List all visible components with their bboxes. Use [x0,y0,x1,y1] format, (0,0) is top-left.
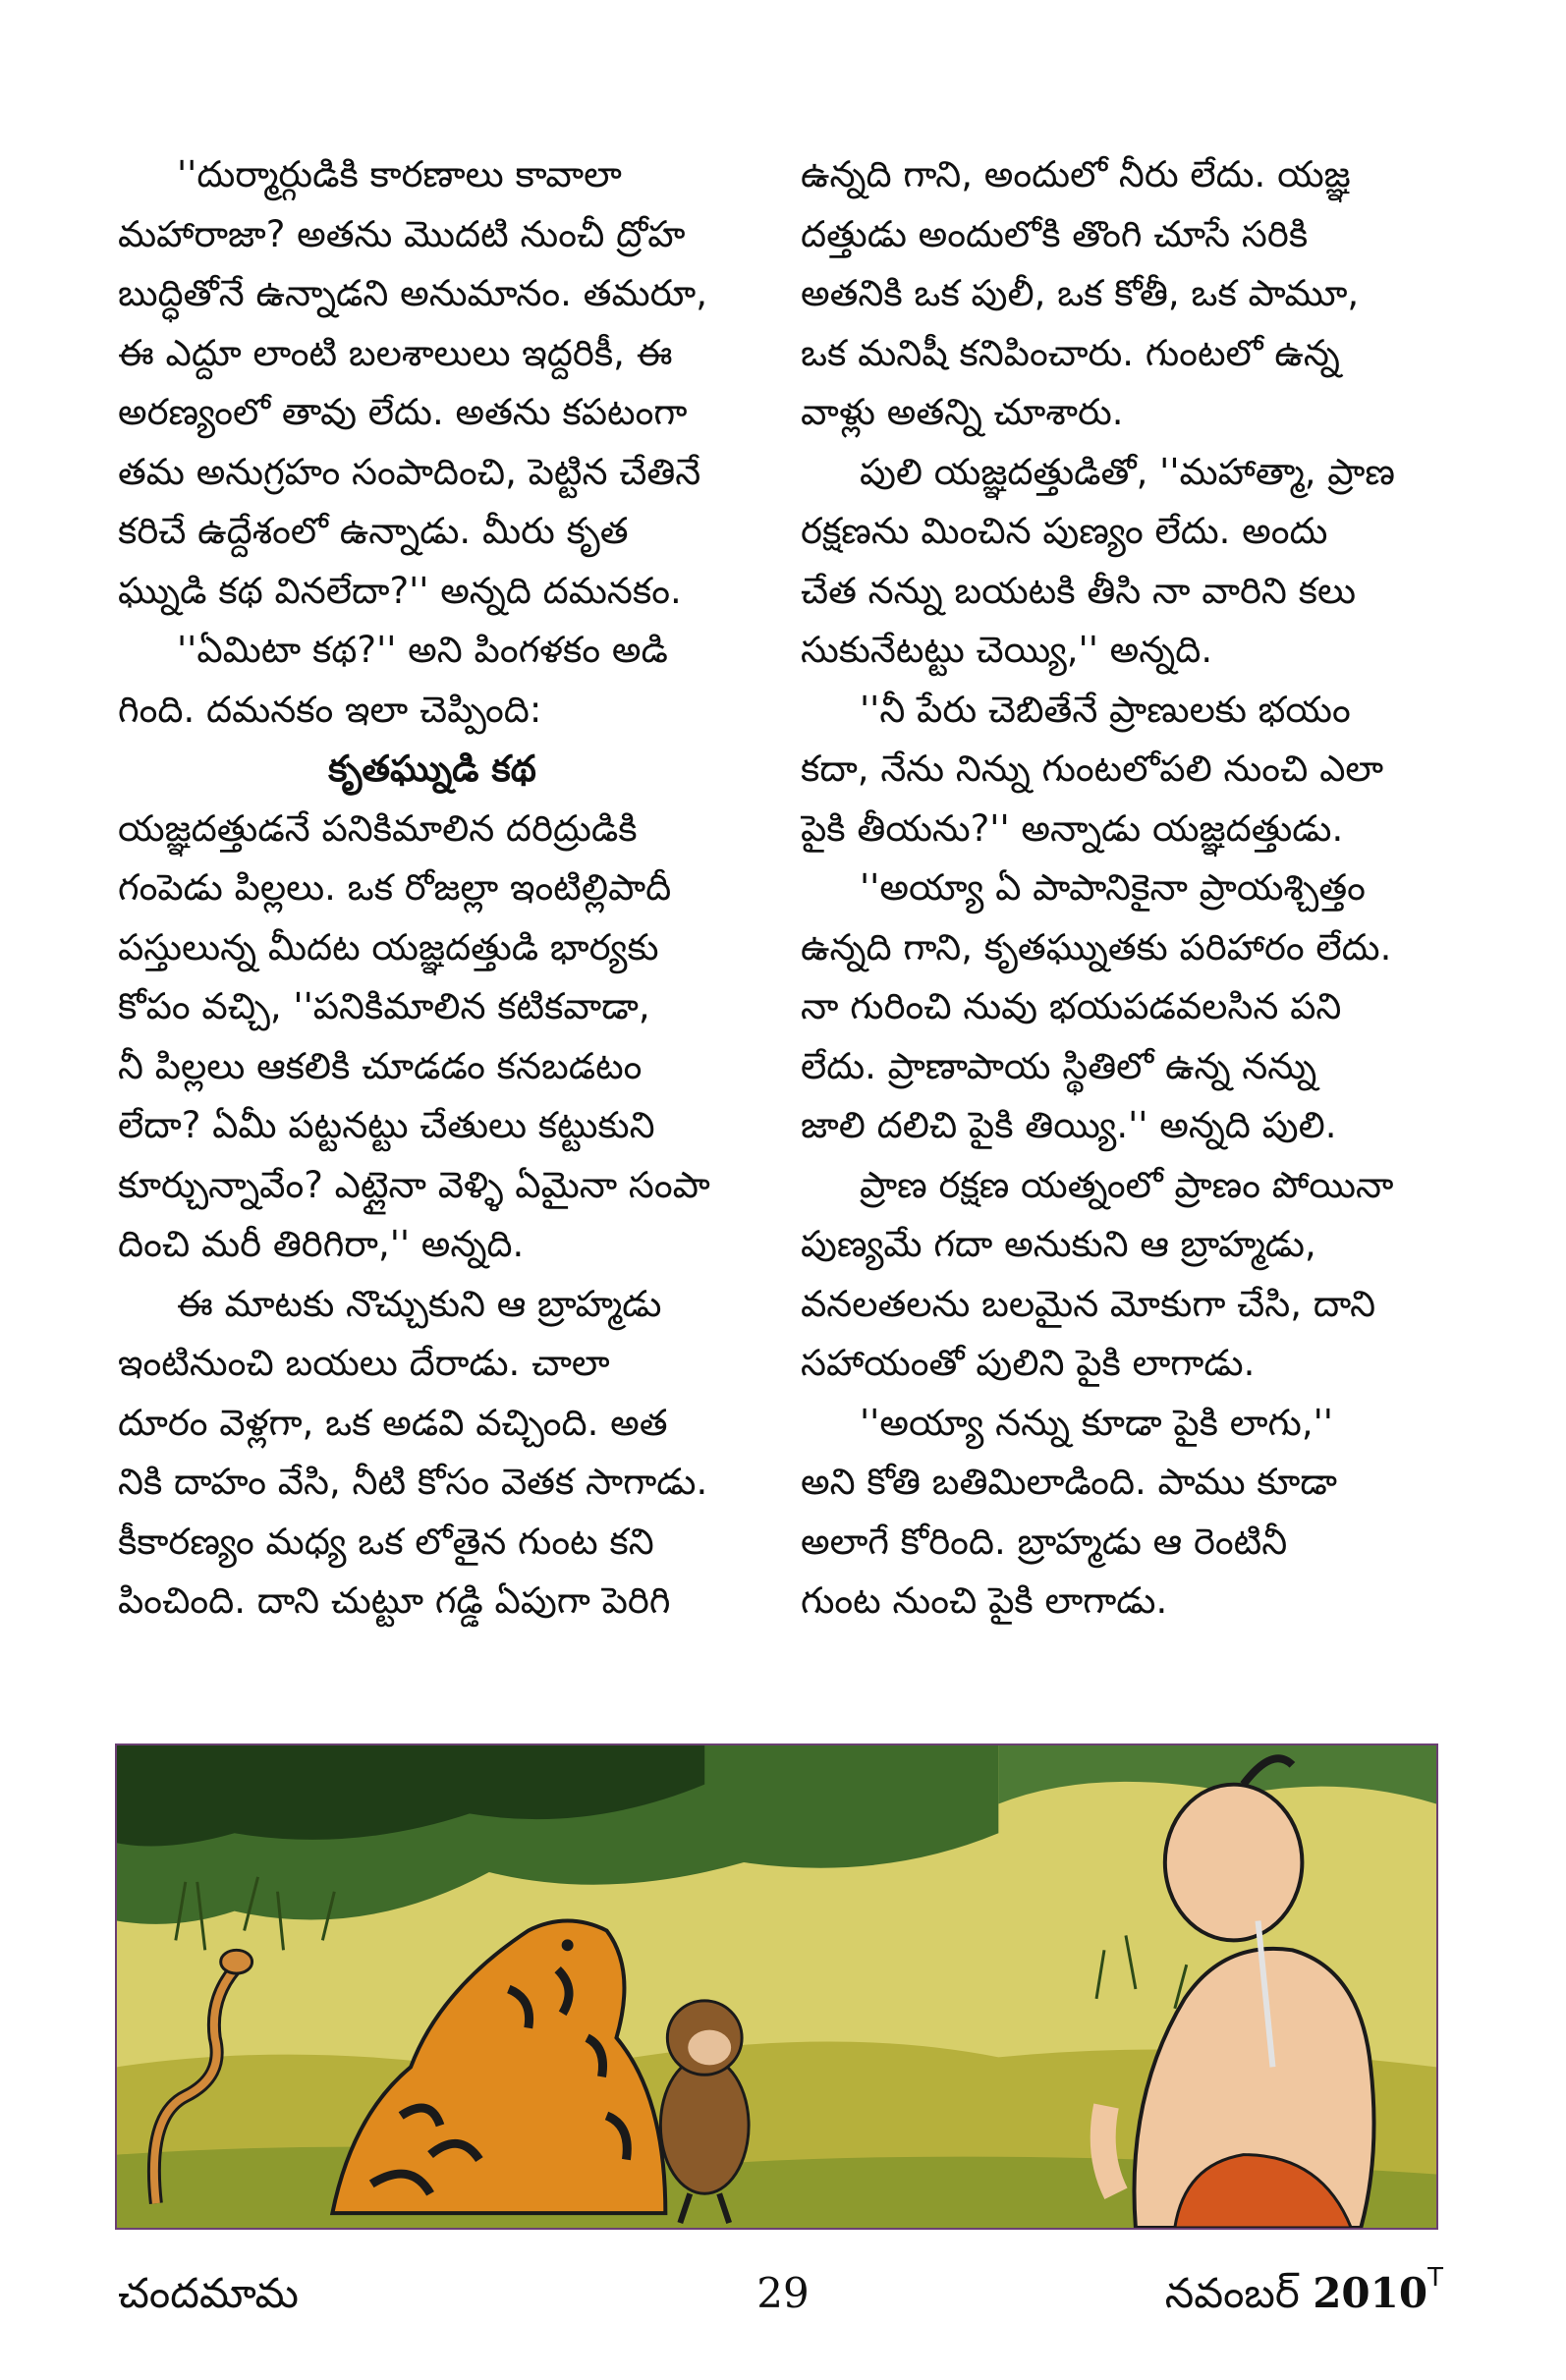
text-line: ప్రాణ రక్షణ యత్నంలో ప్రాణం పోయినా [860,1163,1394,1206]
text-line: పులి యజ్ఞదత్తుడితో, ''మహాత్మా, ప్రాణ [860,450,1395,493]
issue-date [1164,2263,1443,2328]
text-line: ఉన్నది గాని, కృతఘ్నుతకు పరిహారం లేదు. [801,925,1392,969]
text-line: నీ పిల్లలు ఆకలికి చూడడం కనబడటం [118,1044,643,1087]
text-line: వనలతలను బలమైన మోకుగా చేసి, దాని [801,1282,1376,1325]
text-line: ''అయ్యా ఏ పాపానికైనా ప్రాయశ్చిత్తం [860,866,1366,909]
magazine-name: చందమామ [118,2269,299,2317]
text-line: కృతఘ్నుడి కథ [328,747,536,790]
right-column [801,145,1439,1632]
page-number: 29 [756,2269,810,2317]
text-line: పుణ్యమే గదా అనుకుని ఆ బ్రాహ్మడు, [801,1223,1316,1265]
text-line: కీకారణ్యం మధ్య ఒక లోతైన గుంట కని [118,1520,654,1563]
text-line: గింది. దమనకం ఇలా చెప్పింది: [118,688,542,731]
issue-month: నవంబర్ [1164,2269,1300,2317]
left-column [118,145,747,1632]
text-line: లేదు. ప్రాణాపాయ స్థితిలో ఉన్న నన్ను [801,1044,1317,1087]
text-line: చేత నన్ను బయటకి తీసి నా వారిని కలు [801,569,1356,612]
text-line: ఘ్నుడి కథ వినలేదా?'' అన్నది దమనకం. [118,569,682,612]
edition-mark: T [1427,2263,1443,2293]
text-line: ఈ ఎద్దూ లాంటి బలశాలులు ఇద్దరికీ, ఈ [118,331,673,374]
text-line: తమ అనుగ్రహం సంపాదించి, పెట్టిన చేతినే [118,450,701,493]
text-line: పస్తులున్న మీదట యజ్ఞదత్తుడి భార్యకు [118,925,659,969]
text-line: దత్తుడు అందులోకి తొంగి చూసే సరికి [801,212,1309,255]
text-line: గంపెడు పిల్లలు. ఒక రోజల్లా ఇంటిల్లిపాదీ [118,866,672,909]
text-line: కదా, నేను నిన్ను గుంటలోపలి నుంచి ఎలా [801,747,1384,790]
text-line: మహారాజా? అతను మొదటి నుంచీ ద్రోహ [118,212,686,255]
text-line: నా గురించి నువు భయపడవలసిన పని [801,985,1342,1027]
text-line: రక్షణను మించిన పుణ్యం లేదు. అందు [801,510,1328,552]
text-line: ''నీ పేరు చెబితేనే ప్రాణులకు భయం [860,688,1351,731]
text-line: గుంట నుంచి పైకి లాగాడు. [801,1579,1168,1622]
text-line: ఈ మాటకు నొచ్చుకుని ఆ బ్రాహ్మడు [177,1282,662,1325]
text-line: దించి మరీ తిరిగిరా,'' అన్నది. [118,1223,525,1265]
story-illustration [115,1743,1438,2230]
text-line: కరిచే ఉద్దేశంలో ఉన్నాడు. మీరు కృత [118,510,629,552]
text-line: జాలి దలిచి పైకి తియ్యి.'' అన్నది పులి. [801,1104,1337,1146]
text-line: అరణ్యంలో తావు లేదు. అతను కపటంగా [118,391,688,433]
text-line: పైకి తీయను?'' అన్నాడు యజ్ఞదత్తుడు. [801,806,1344,850]
issue-year: 2010 [1313,2269,1428,2317]
text-line: సుకునేటట్టు చెయ్యి,'' అన్నది. [801,629,1213,671]
text-line: ఉన్నది గాని, అందులో నీరు లేదు. యజ్ఞ [801,153,1351,195]
text-line: సహాయంతో పులిని పైకి లాగాడు. [801,1342,1256,1384]
text-line: నికి దాహం వేసి, నీటి కోసం వెతక సాగాడు. [118,1461,708,1503]
text-line: కూర్చున్నావేం? ఎట్లైనా వెళ్ళి ఏమైనా సంపా [118,1163,710,1206]
text-line: బుద్ధితోనే ఉన్నాడని అనుమానం. తమరూ, [118,272,708,314]
text-line: ఒక మనిషీ కనిపించారు. గుంటలో ఉన్న [801,331,1340,374]
text-line: ''దుర్మార్గుడికి కారణాలు కావాలా [177,153,622,195]
text-line: యజ్ఞదత్తుడనే పనికిమాలిన దరిద్రుడికి [118,806,638,850]
text-line: అతనికి ఒక పులీ, ఒక కోతీ, ఒక పామూ, [801,272,1360,314]
text-line: పించింది. దాని చుట్టూ గడ్డి ఏపుగా పెరిగి [118,1579,671,1622]
text-line: ''అయ్యా నన్ను కూడా పైకి లాగు,'' [860,1401,1333,1444]
text-line: లేదా? ఏమీ పట్టనట్టు చేతులు కట్టుకుని [118,1104,655,1146]
text-line: ''ఏమిటా కథ?'' అని పింగళకం అడి [177,629,668,671]
text-line: దూరం వెళ్లగా, ఒక అడవి వచ్చింది. అత [118,1401,668,1444]
text-line: కోపం వచ్చి, ''పనికిమాలిన కటికవాడా, [118,985,650,1027]
text-line: అని కోతి బతిమిలాడింది. పాము కూడా [801,1461,1338,1503]
text-line: వాళ్లు అతన్ని చూశారు. [801,391,1124,433]
text-line: ఇంటినుంచి బయలు దేరాడు. చాలా [118,1342,610,1384]
text-line: అలాగే కోరింది. బ్రాహ్మడు ఆ రెంటినీ [801,1520,1288,1563]
